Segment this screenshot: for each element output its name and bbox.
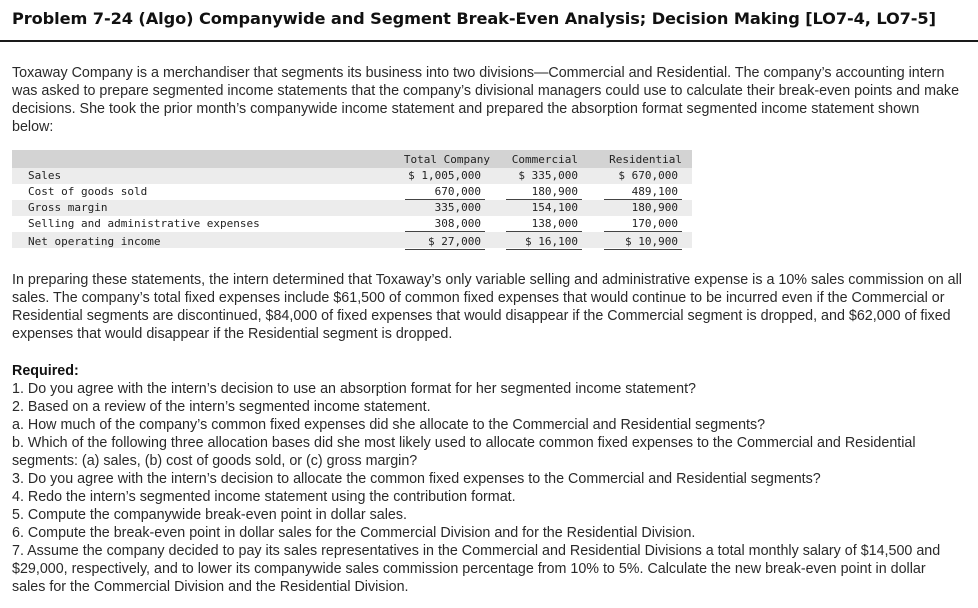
sales-commercial: $ 335,000	[518, 169, 578, 182]
required-item-2: 2. Based on a review of the intern’s segmented income statement.	[12, 399, 431, 415]
required-item-6: 6. Compute the break-even point in dollar sales for the Commercial Division and for the Residential Division.	[12, 525, 696, 541]
header-band	[12, 150, 692, 168]
row-label-sales: Sales	[28, 169, 62, 182]
row-label-net-operating-income: Net operating income	[28, 235, 161, 248]
required-item-5: 5. Compute the companywide break-even point in dollar sales.	[12, 507, 407, 523]
gross-margin-commercial: 154,100	[531, 201, 578, 214]
required-section	[12, 363, 962, 596]
row-label-gross-margin: Gross margin	[28, 201, 108, 214]
double-underline-noi-residential	[604, 249, 682, 250]
title-divider	[0, 40, 978, 42]
cogs-total: 670,000	[434, 185, 481, 198]
required-item-1: 1. Do you agree with the intern’s decision to use an absorption format for her segmented income statement?	[12, 381, 696, 397]
noi-residential: $ 10,900	[625, 235, 678, 248]
sales-total: $ 1,005,000	[408, 169, 481, 182]
cogs-residential: 489,100	[631, 185, 678, 198]
intro-paragraph: Toxaway Company is a merchandiser that segments its business into two divisions—Commercial and Residential. The company’s accounting intern was asked to prepare segmented income statements that the company’s divisional managers could use to calculate their break-even points and make decisions. She took the prior month’s companywide income statement and prepared the absorption format segmented income statement shown below:	[12, 65, 960, 135]
underline-cogs-residential	[604, 199, 682, 200]
problem-title: Problem 7-24 (Algo) Companywide and Segment Break-Even Analysis; Decision Making [LO7-4, LO7-5]	[12, 9, 936, 28]
underline-sa-total	[405, 231, 485, 232]
noi-total: $ 27,000	[428, 235, 481, 248]
underline-sa-commercial	[506, 231, 582, 232]
cogs-commercial: 180,900	[531, 185, 578, 198]
analysis-paragraph: In preparing these statements, the intern determined that Toxaway’s only variable selling and administrative expense is a 10% sales commission on all sales. The company’s total fixed expenses include $61,500 of common fixed expenses that would continue to be incurred even if the Commercial or Residential segments are discontinued, $84,000 of fixed expenses that would disappear if the Commercial segment is dropped, and $62,000 of fixed expenses that would disappear if the Residential segment is dropped.	[12, 272, 962, 342]
row-band-sales	[12, 168, 692, 184]
col-header-total-company: Total Company	[403, 153, 490, 166]
noi-commercial: $ 16,100	[525, 235, 578, 248]
required-item-2a: a. How much of the company’s common fixed expenses did she allocate to the Commercial and Residential segments?	[12, 417, 766, 433]
required-item-4: 4. Redo the intern’s segmented income statement using the contribution format.	[12, 489, 516, 505]
required-item-3: 3. Do you agree with the intern’s decision to allocate the common fixed expenses to the Commercial and Residential segments?	[12, 471, 821, 487]
col-header-residential: Residential	[609, 153, 682, 166]
required-item-7: 7. Assume the company decided to pay its sales representatives in the Commercial and Residential Divisions a total monthly salary of $14,500 and $29,000, respectively, and to lower its companywide sales commission percentage from 10% to 5%. Calculate the new break-even point in dollar sales for the Commercial Division and the Residential Division.	[12, 543, 941, 595]
gross-margin-total: 335,000	[434, 201, 481, 214]
row-band-gross-margin	[12, 200, 692, 216]
row-label-selling-admin: Selling and administrative expenses	[28, 217, 260, 230]
underline-cogs-commercial	[506, 199, 582, 200]
required-item-2b: b. Which of the following three allocation bases did she most likely used to allocate common fixed expenses to the Commercial and Residential segments: (a) sales, (b) cost of goods sold, or (c) gross margin?	[12, 435, 916, 469]
selling-admin-residential: 170,000	[631, 217, 678, 230]
underline-cogs-total	[405, 199, 485, 200]
sales-residential: $ 670,000	[618, 169, 678, 182]
selling-admin-commercial: 138,000	[531, 217, 578, 230]
underline-sa-residential	[604, 231, 682, 232]
double-underline-noi-commercial	[506, 249, 582, 250]
selling-admin-total: 308,000	[434, 217, 481, 230]
row-label-cogs: Cost of goods sold	[28, 185, 148, 198]
required-heading: Required:	[12, 363, 79, 379]
gross-margin-residential: 180,900	[631, 201, 678, 214]
col-header-commercial: Commercial	[511, 153, 578, 166]
segmented-income-statement	[12, 150, 692, 251]
double-underline-noi-total	[405, 249, 485, 250]
